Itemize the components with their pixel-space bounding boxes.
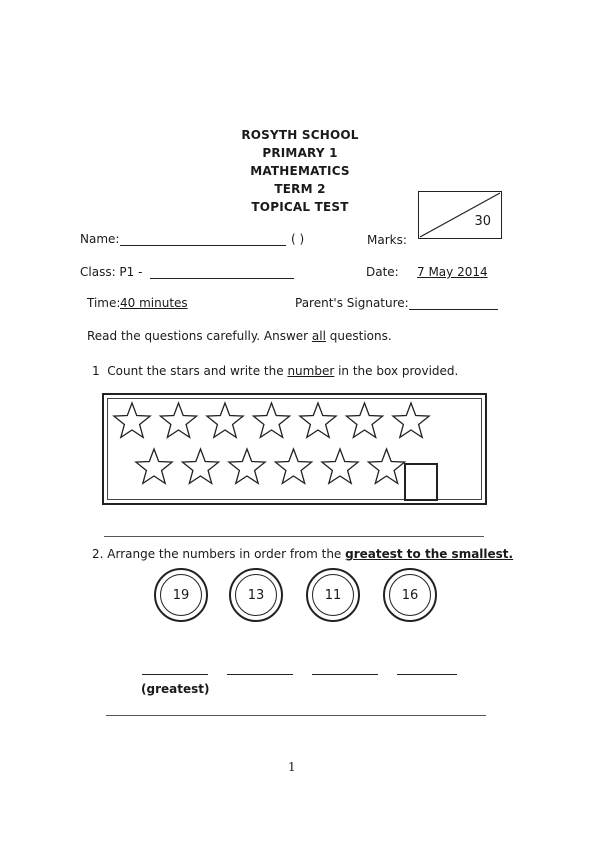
question-2: 2. Arrange the numbers in order from the greatest to the smallest. [92, 547, 514, 561]
marks-box [418, 191, 502, 239]
test-title: TOPICAL TEST [251, 200, 349, 214]
level: PRIMARY 1 [262, 146, 338, 160]
name-label: Name: [80, 232, 120, 246]
number-coin: 13 [229, 568, 283, 622]
question-number: 1 [92, 364, 100, 378]
answer-blank-2[interactable] [227, 674, 293, 675]
star-icon [275, 449, 311, 483]
separator-line [104, 536, 484, 537]
marks-total: 30 [474, 214, 491, 229]
star-count-answer-box[interactable] [404, 463, 438, 501]
star-icon [253, 403, 289, 437]
star-icon [207, 403, 243, 437]
star-icon [322, 449, 358, 483]
school-name: ROSYTH SCHOOL [241, 128, 359, 142]
marks-label: Marks: [367, 233, 407, 247]
number-coin: 11 [306, 568, 360, 622]
term: TERM 2 [274, 182, 326, 196]
star-icon [136, 449, 172, 483]
star-icon [160, 403, 196, 437]
instructions: Read the questions carefully. Answer all questions. [87, 329, 392, 343]
star-icon [114, 403, 150, 437]
star-icon [346, 403, 382, 437]
time-value: 40 minutes [120, 296, 188, 310]
star-icon [300, 403, 336, 437]
number-coin: 16 [383, 568, 437, 622]
star-icon [229, 449, 265, 483]
class-field[interactable] [150, 278, 294, 279]
page-number: 1 [288, 760, 296, 774]
answer-blank-1[interactable] [142, 674, 208, 675]
star-icon [393, 403, 429, 437]
question-1: 1 Count the stars and write the number in the box provided. [92, 364, 459, 378]
date-value: 7 May 2014 [417, 265, 488, 279]
answer-blank-4[interactable] [397, 674, 457, 675]
separator-line [106, 715, 486, 716]
answer-blank-3[interactable] [312, 674, 378, 675]
parent-signature-label: Parent's Signature: [295, 296, 409, 310]
star-icon [368, 449, 404, 483]
star-icon [182, 449, 218, 483]
register-number-parens: ( ) [291, 232, 305, 246]
parent-signature-field[interactable] [409, 309, 498, 310]
number-coin: 19 [154, 568, 208, 622]
class-label: Class: P1 - [80, 265, 143, 279]
greatest-label: (greatest) [141, 682, 210, 696]
subject: MATHEMATICS [250, 164, 350, 178]
date-label: Date: [366, 265, 399, 279]
time-label: Time: [87, 296, 121, 310]
name-field[interactable] [120, 245, 286, 246]
